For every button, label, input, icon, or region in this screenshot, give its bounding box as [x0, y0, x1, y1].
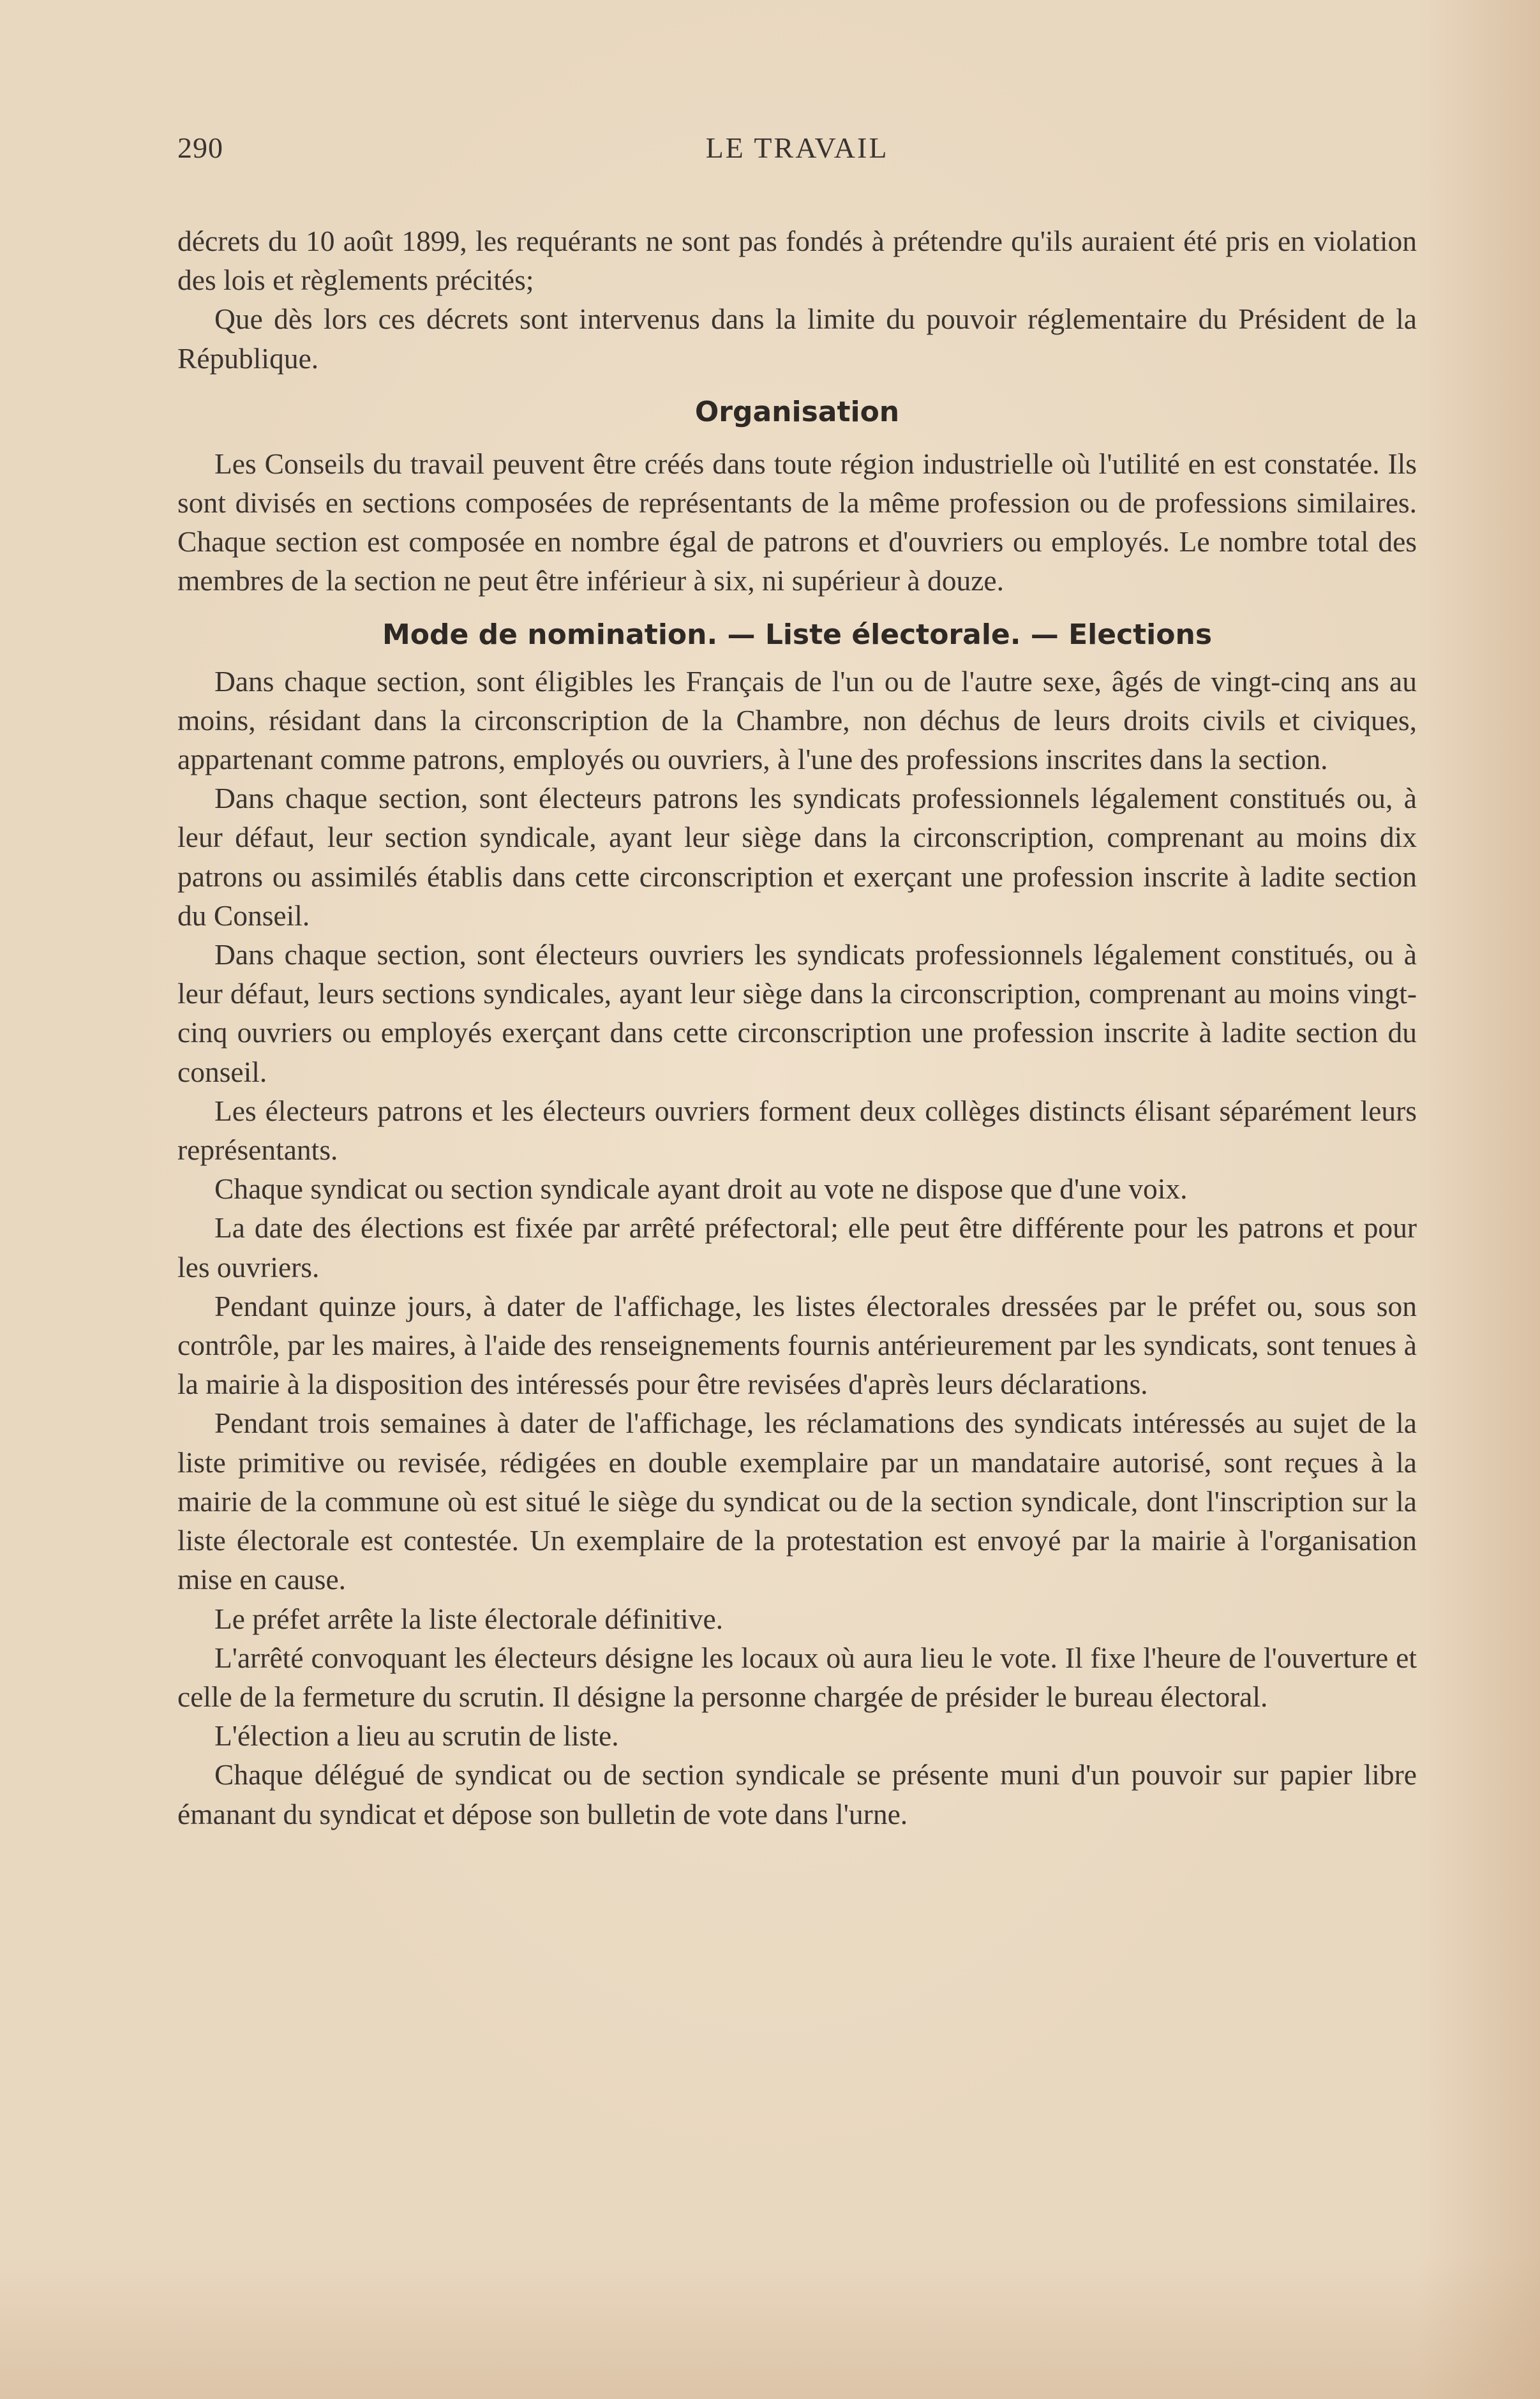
page-number: 290 [177, 131, 223, 164]
paragraph: Pendant trois semaines à dater de l'affichage, les réclamations des syndicats intéressés au sujet de la liste primitive ou revisée, rédigées en double exemplaire par un mandataire autorisé, sont reçues à la mairie de la commune où est situé le siège du syndicat ou de la section syndicale, dont l'inscription sur la liste électorale est contestée. Un exemplaire de la protestation est envoyé par la mairie à l'organisation mise en cause. [177, 1407, 1417, 1596]
paragraph: Chaque syndicat ou section syndicale ayant droit au vote ne dispose que d'une voix. [214, 1172, 1188, 1206]
paragraph: Le préfet arrête la liste électorale définitive. [214, 1602, 724, 1635]
section-heading-organisation: Organisation [694, 395, 900, 428]
paragraph: L'arrêté convoquant les électeurs désigne les locaux où aura lieu le vote. Il fixe l'heure de l'ouverture et celle de la fermeture du scrutin. Il désigne la personne chargée de présider le bureau électoral. [177, 1641, 1417, 1713]
paragraph: La date des élections est fixée par arrêté préfectoral; elle peut être différente pour les patrons et pour les ouvriers. [177, 1211, 1417, 1283]
paragraph: Dans chaque section, sont électeurs ouvriers les syndicats professionnels légalement constitués, ou à leur défaut, leurs sections syndicales, ayant leur siège dans la circonscription, comprenant au moins vingt-cinq ouvriers ou employés exerçant dans cette circonscription une profession inscrite à ladite section du conseil. [177, 938, 1417, 1088]
paragraph: Pendant quinze jours, à dater de l'affichage, les listes électorales dressées par le préfet ou, sous son contrôle, par les maires, à l'aide des renseignements fournis antérieurement par les syndicats, sont tenues à la mairie à la disposition des intéressés pour être revisées d'après leurs déclarations. [177, 1289, 1417, 1401]
paragraph: Les électeurs patrons et les électeurs ouvriers forment deux collèges distincts élisant séparément leurs représentants. [177, 1094, 1417, 1167]
running-title: LE TRAVAIL [705, 131, 889, 164]
paragraph: Chaque délégué de syndicat ou de section syndicale se présente muni d'un pouvoir sur papier libre émanant du syndicat et dépose son bulletin de vote dans l'urne. [177, 1758, 1417, 1830]
paragraph: Dans chaque section, sont éligibles les Français de l'un ou de l'autre sexe, âgés de vingt-cinq ans au moins, résidant dans la circonscription de la Chambre, non déchus de leurs droits civils et civiques, appartenant comme patrons, employés ou ouvriers, à l'une des professions inscrites dans la section. [177, 664, 1417, 776]
paragraph: L'élection a lieu au scrutin de liste. [214, 1719, 619, 1753]
paragraph: Dans chaque section, sont électeurs patrons les syndicats professionnels légalement constitués ou, à leur défaut, leur section syndicale, ayant leur siège dans la circonscription, comprenant au moins dix patrons ou assimilés établis dans cette circonscription et exerçant une profession inscrite à ladite section du Conseil. [177, 782, 1417, 932]
section-heading-mode-de-nomination: Mode de nomination. — Liste électorale. — Elections [382, 618, 1213, 651]
paragraph: décrets du 10 août 1899, les requérants ne sont pas fondés à prétendre qu'ils auraient été pris en violation des lois et règlements précités; [177, 225, 1417, 297]
page-body [177, 221, 1417, 1834]
paragraph: Les Conseils du travail peuvent être créés dans toute région industrielle où l'utilité en est constatée. Ils sont divisés en sections composées de représentants de la même profession ou de professions similaires. Chaque section est composée en nombre égal de patrons et d'ouvriers ou employés. Le nombre total des membres de la section ne peut être inférieur à six, ni supérieur à douze. [177, 447, 1417, 597]
book-page [177, 131, 1417, 1834]
paragraph: Que dès lors ces décrets sont intervenus dans la limite du pouvoir réglementaire du Président de la République. [177, 303, 1417, 375]
running-head [177, 131, 1417, 176]
